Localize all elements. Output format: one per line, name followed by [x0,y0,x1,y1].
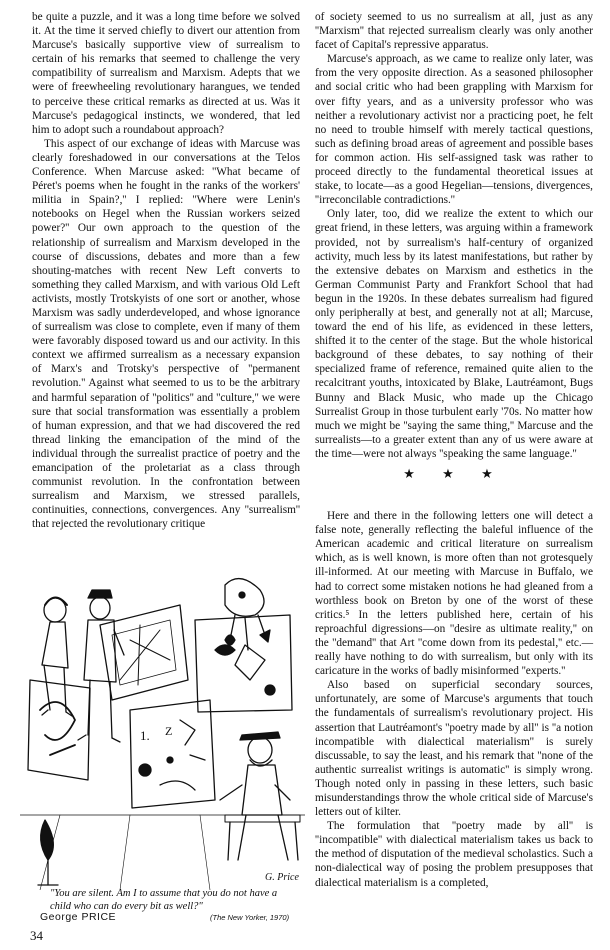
cartoon-source: (The New Yorker, 1970) [210,913,290,922]
paragraph: The formulation that ''poetry made by all'' is ''incompatible'' with dialectical materialism takes us back to the method of disputation of the medieval scholastics. Such a non-dialectical way of posing the problem presupposes that dialectical materialism is a completed, [315,820,593,889]
paragraph: Here and there in the following letters one will detect a false note, generally reflecting the baleful influence of the American academic and critical literature on surrealism which, as is well known, is more often than not grotesquely ill-informed. At our meeting with Marcuse in Buffalo, we had to correct some mistaken notions he had gleaned from a worthless book on Breton by one of the worst of these critics.⁵ In the letters published here, certain of his reproachful digressions—on ''desire as ultimate reality,'' on the ''demand'' that Art ''come down from its pedestal,'' etc.—really have nothing to do with surrealism, but only with its caricature in the works of badly misinformed ''experts.'' [315,510,593,678]
right-column [315,10,593,890]
svg-text:Z: Z [165,724,173,738]
paragraph: Marcuse's approach, as we came to realize only later, was from the very opposite direction. As a seasoned philosopher and social critic who had been grappling with Marxism for over fifty years, and as a university professor who was neither a revolutionary activist nor a practicing poet, he felt no need to trouble himself with merely tactical questions, such as defining broad areas of agreement and possible bases for common action. His self-assigned task was rather to proceed directly to the fundamental theoretical issues at stake, to locate—as a good Hegelian—tensions, divergences, ''irreconcilable contradictions.'' [315,53,593,207]
paragraph: be quite a puzzle, and it was a long time before we solved it. At the time it served chiefly to divert our attention from Marcuse's basically supportive view of surrealism to certain of his remarks that seemed to challenge the very compatibility of surrealism and Marxism. Adepts that we were of freewheeling revolutionary harangues, we tended to perceive these critical remarks as directed at us. Was it Marcuse's pedagogical instincts, we wondered, that led him to adopt such a roundabout approach? [32,11,300,136]
cartoon-illustration [20,560,305,890]
paragraph: Also based on superficial secondary sources, unfortunately, are some of Marcuse's arguments that touch the fundamentals of surrealism's revolutionary project. His assertion that Lautréamont's ''poetry made by all'' is ''a notion incompatible with dialectical materialism'' is surely discussable, to say the least, and his remark that ''none of the authentic surrealist writings is automatic'' is simply wrong. Though noted only in passing in these letters, such basic misunderstandings throw the whole critical side of Marcuse's letters out of kilter. [315,679,593,819]
paragraph: Only later, too, did we realize the extent to which our great friend, in these letters, was arguing within a framework provided, not by surrealism's half-century of organized activity, much less by its latest manifestations, but rather by the extensive debates on Marxism and esthetics in the German Communist Party and Frankfort School that had begun in the 1920s. In these debates surrealism had figured only peripherally at best, and generally not at all; Marcuse, toward the end of his life, as evidenced in these letters, shifted it to the center of the stage. But the whole historical background of these debates, to say nothing of their specialized frame of reference, remained quite alien to the recalcitrant youths, intoxicated by Blake, Lautréamont, Bugs Bunny and Black Music, who made up the Chicago Surrealist Group in those turbulent early '70s. No matter how much we might be ''saying the same thing,'' Marcuse and the surrealists—to a greater extent than any of us were aware at the time—were not always ''speaking the same language.'' [315,208,593,460]
paragraph: of society seemed to us no surrealism at all, just as any ''Marxism'' that rejected surrealism clearly was only another facet of Capital's repressive apparatus. [315,11,593,52]
cartoon-artist: George PRICE [40,911,117,923]
page-number: 34 [30,928,43,943]
cartoon-caption: "You are silent. Am I to assume that you do not have a child who can do every bit as well?" [50,888,278,912]
svg-text:1.: 1. [140,728,150,743]
paragraph: This aspect of our exchange of ideas with Marcuse was clearly foreshadowed in our conversations at the Telos Conference. When Marcuse asked: ''What became of Péret's poems when he fought in the ranks of the workers' militia in Spain?,'' I replied: ''Where were Lenin's notebooks on Hegel when the Russian workers seized power?'' Our own approach to the question of the relationship of surrealism and Marxism developed in the course of discussions, debates and more than a few shouting-matches with recent New Left converts to something they called Marxism, and with various Old Left activists, mostly Trotskyists of one sort or another, whose Marxism was sadly underdeveloped, and whose ignorance of surrealism was close to complete, even if many of them were favorably disposed toward us and our activity. In this context we affirmed surrealism as a necessary expansion of Marx's and Trotsky's perspective of ''permanent revolution.'' Against what seemed to us to be the arbitrary and harmful separation of ''politics'' and ''culture,'' we were sure that social transformation was essentially a problem of human expression, and that we had discovered the red thread linking the emancipation of the mind of the individual through the surrealist practice of poetry and the emancipation of the proletariat as a class through communist revolution. In the confrontation between surrealism and Marxism, we stressed parallels, continuities, connections, convergences. Any ''surrealism'' that rejected the revolutionary critique [32,137,300,531]
section-break-stars: ★ ★ ★ [403,466,505,481]
left-column [32,10,300,531]
artist-signature: G. Price [265,872,299,883]
